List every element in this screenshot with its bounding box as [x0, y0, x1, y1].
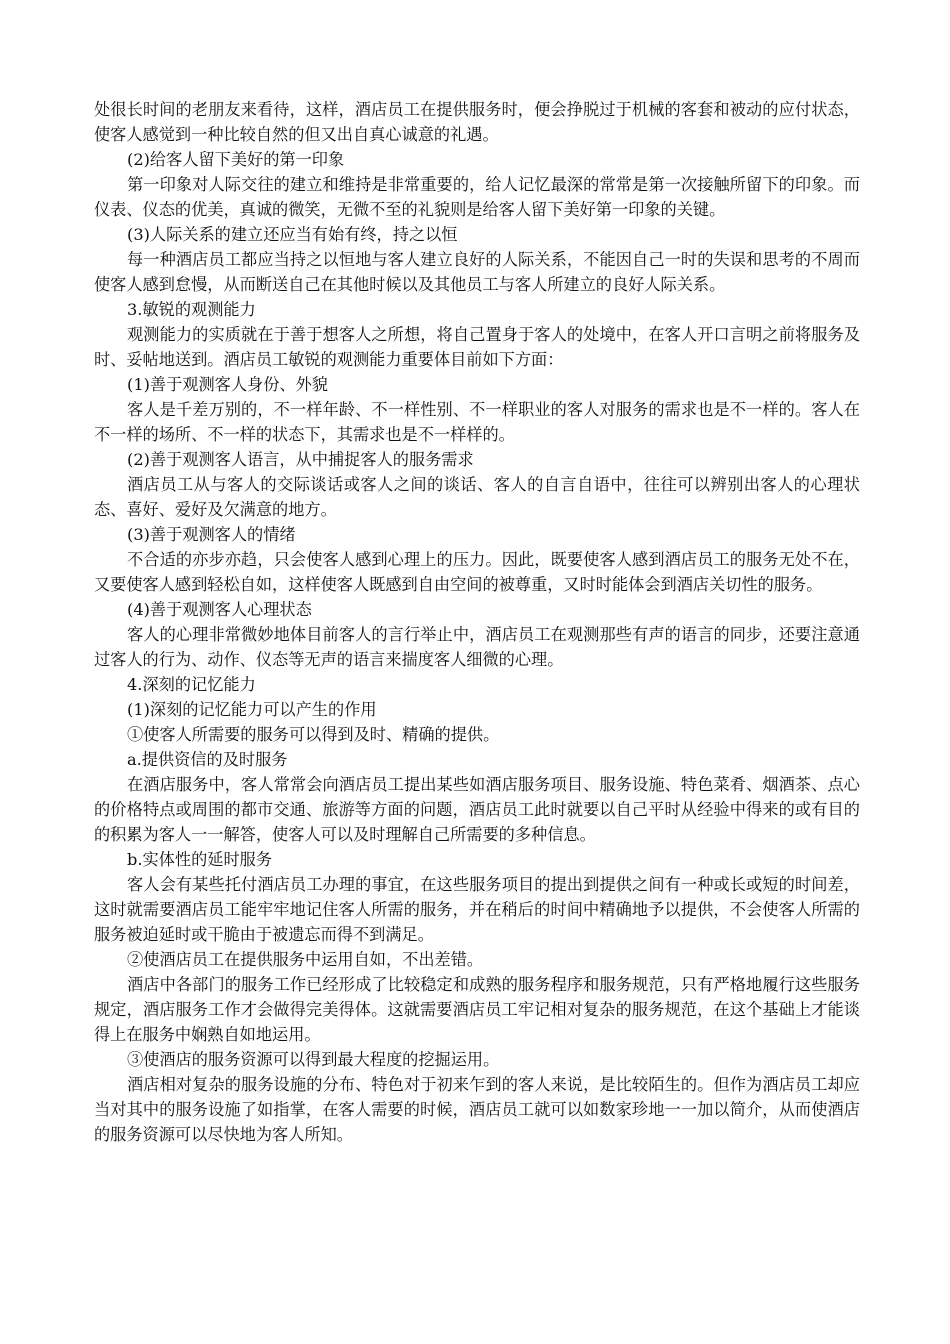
section-heading: (2)给客人留下美好的第一印象	[127, 150, 345, 169]
body-paragraph: 在酒店服务中，客人常常会向酒店员工提出某些如酒店服务项目、服务设施、特色菜肴、烟酒茶、点心的价格特点或周围的都市交通、旅游等方面的问题，酒店员工此时就要以自己平时从经验中得来的或有目的的积累为客人一一解答，使客人可以及时理解自己所需要的多种信息。	[94, 775, 860, 844]
body-paragraph: 每一种酒店员工都应当持之以恒地与客人建立良好的人际关系，不能因自己一时的失误和思考的不周而使客人感到怠慢，从而断送自己在其他时候以及其他员工与客人所建立的良好人际关系。	[94, 250, 860, 294]
body-paragraph: 处很长时间的老朋友来看待，这样，酒店员工在提供服务时，便会挣脱过于机械的客套和被动的应付状态，使客人感觉到一种比较自然的但又出自真心诚意的礼遇。	[94, 100, 860, 144]
section-heading: (1)深刻的记忆能力可以产生的作用	[127, 700, 377, 719]
body-paragraph: 第一印象对人际交往的建立和维持是非常重要的，给人记忆最深的常常是第一次接触所留下的印象。而仪表、仪态的优美，真诚的微笑，无微不至的礼貌则是给客人留下美好第一印象的关键。	[94, 175, 860, 219]
section-heading: (3)善于观测客人的情绪	[127, 525, 296, 544]
section-heading: ②使酒店员工在提供服务中运用自如，不出差错。	[127, 950, 484, 969]
document-body	[94, 97, 860, 1147]
body-paragraph: 不合适的亦步亦趋，只会使客人感到心理上的压力。因此，既要使客人感到酒店员工的服务无处不在，又要使客人感到轻松自如，这样使客人既感到自由空间的被尊重，又时时能体会到酒店关切性的服务。	[94, 550, 860, 594]
section-heading: (2)善于观测客人语言，从中捕捉客人的服务需求	[127, 450, 474, 469]
body-paragraph: 观测能力的实质就在于善于想客人之所想，将自己置身于客人的处境中，在客人开口言明之前将服务及时、妥帖地送到。酒店员工敏锐的观测能力重要体目前如下方面：	[94, 325, 860, 369]
body-paragraph: 客人的心理非常微妙地体目前客人的言行举止中，酒店员工在观测那些有声的语言的同步，还要注意通过客人的行为、动作、仪态等无声的语言来揣度客人细微的心理。	[94, 625, 860, 669]
section-heading: (4)善于观测客人心理状态	[127, 600, 312, 619]
section-heading: (1)善于观测客人身份、外貌	[127, 375, 328, 394]
body-paragraph: 客人是千差万别的，不一样年龄、不一样性别、不一样职业的客人对服务的需求也是不一样的。客人在不一样的场所、不一样的状态下，其需求也是不一样样的。	[94, 400, 860, 444]
section-heading: ①使客人所需要的服务可以得到及时、精确的提供。	[127, 725, 500, 744]
section-heading: a.提供资信的及时服务	[127, 750, 288, 769]
body-paragraph: 客人会有某些托付酒店员工办理的事宜，在这些服务项目的提出到提供之间有一种或长或短的时间差，这时就需要酒店员工能牢牢地记住客人所需的服务，并在稍后的时间中精确地予以提供，不会使客人所需的服务被迫延时或干脆由于被遗忘而得不到满足。	[94, 875, 860, 944]
section-heading: (3)人际关系的建立还应当有始有终，持之以恒	[127, 225, 458, 244]
body-paragraph: 酒店中各部门的服务工作已经形成了比较稳定和成熟的服务程序和服务规范，只有严格地履行这些服务规定，酒店服务工作才会做得完美得体。这就需要酒店员工牢记相对复杂的服务规范，在这个基础上才能谈得上在服务中娴熟自如地运用。	[94, 975, 860, 1044]
section-heading: ③使酒店的服务资源可以得到最大程度的挖掘运用。	[127, 1050, 500, 1069]
section-heading: 3.敏锐的观测能力	[127, 300, 256, 319]
section-heading: b.实体性的延时服务	[127, 850, 273, 869]
body-paragraph: 酒店相对复杂的服务设施的分布、特色对于初来乍到的客人来说，是比较陌生的。但作为酒店员工却应当对其中的服务设施了如指掌，在客人需要的时候，酒店员工就可以如数家珍地一一加以简介，从而使酒店的服务资源可以尽快地为客人所知。	[94, 1075, 860, 1144]
section-heading: 4.深刻的记忆能力	[127, 675, 256, 694]
body-paragraph: 酒店员工从与客人的交际谈话或客人之间的谈话、客人的自言自语中，往往可以辨别出客人的心理状态、喜好、爱好及欠满意的地方。	[94, 475, 860, 519]
